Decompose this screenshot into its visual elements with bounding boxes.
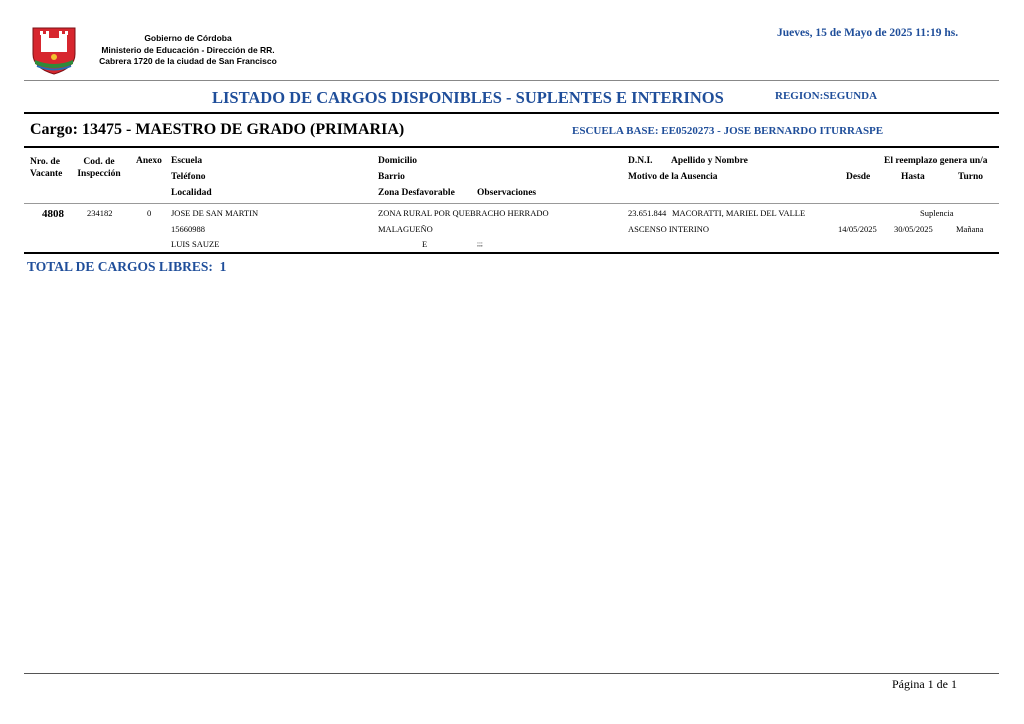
row-anexo: 0	[147, 208, 152, 218]
col-apellido-nombre: Apellido y Nombre	[671, 156, 748, 166]
org-ministry: Ministerio de Educación - Dirección de RR.	[101, 44, 275, 55]
col-zona-desfavorable: Zona Desfavorable	[378, 188, 455, 198]
row-domicilio: ZONA RURAL POR QUEBRACHO HERRADO	[378, 208, 549, 218]
page-number: Página 1 de 1	[892, 677, 957, 691]
col-nro-vacante-1: Nro. de	[30, 157, 60, 167]
title-divider	[24, 112, 999, 114]
cordoba-shield-logo	[27, 24, 81, 78]
header-divider	[24, 80, 999, 81]
org-name: Gobierno de Córdoba	[144, 33, 232, 43]
row-cod-inspeccion: 234182	[87, 208, 113, 218]
col-reemplazo: El reemplazo genera un/a	[884, 156, 988, 166]
row-apellido-nombre: MACORATTI, MARIEL DEL VALLE	[672, 208, 806, 218]
row-telefono: 15660988	[171, 224, 205, 234]
row-dni: 23.651.844	[628, 208, 667, 218]
table-bottom-divider	[24, 252, 999, 254]
row-turno: Mañana	[956, 224, 984, 234]
footer-divider	[24, 673, 999, 674]
row-zona: E	[422, 239, 428, 249]
col-barrio: Barrio	[378, 172, 405, 182]
col-nro-vacante-2: Vacante	[30, 169, 63, 179]
col-cod-inspeccion-1: Cod. de	[83, 157, 115, 167]
col-localidad: Localidad	[171, 188, 212, 198]
region-label: REGION:SEGUNDA	[775, 90, 878, 102]
row-observaciones: ;;;	[477, 240, 483, 248]
col-dni: D.N.I.	[628, 156, 653, 166]
row-escuela: JOSE DE SAN MARTIN	[171, 208, 259, 218]
row-genera: Suplencia	[920, 208, 954, 218]
total-cargos-libres: TOTAL DE CARGOS LIBRES: 1	[27, 259, 227, 274]
col-observaciones: Observaciones	[477, 188, 537, 198]
col-desde: Desde	[846, 172, 871, 182]
col-turno: Turno	[958, 172, 983, 182]
col-cod-inspeccion-2: Inspección	[77, 169, 121, 179]
row-nro-vacante: 4808	[42, 208, 64, 220]
col-hasta: Hasta	[901, 172, 925, 182]
col-motivo-ausencia: Motivo de la Ausencia	[628, 172, 718, 182]
col-domicilio: Domicilio	[378, 156, 418, 166]
table-row	[0, 204, 1024, 252]
col-anexo: Anexo	[136, 156, 162, 166]
report-datetime: Jueves, 15 de Mayo de 2025 11:19 hs.	[777, 27, 959, 39]
escuela-base-label: ESCUELA BASE: EE0520273 - JOSE BERNARDO ITURRASPE	[572, 125, 884, 137]
col-telefono: Teléfono	[171, 172, 206, 182]
row-motivo: ASCENSO INTERINO	[628, 224, 709, 234]
row-barrio: MALAGUEÑO	[378, 224, 433, 234]
row-localidad: LUIS SAUZE	[171, 239, 220, 249]
report-title: LISTADO DE CARGOS DISPONIBLES - SUPLENTES E INTERINOS	[212, 88, 724, 107]
cargo-divider	[24, 146, 999, 148]
org-address: Cabrera 1720 de la ciudad de San Francisco	[99, 56, 277, 66]
row-hasta: 30/05/2025	[894, 224, 933, 234]
cargo-label: Cargo: 13475 - MAESTRO DE GRADO (PRIMARIA)	[30, 121, 405, 138]
row-desde: 14/05/2025	[838, 224, 877, 234]
col-escuela: Escuela	[171, 156, 203, 166]
